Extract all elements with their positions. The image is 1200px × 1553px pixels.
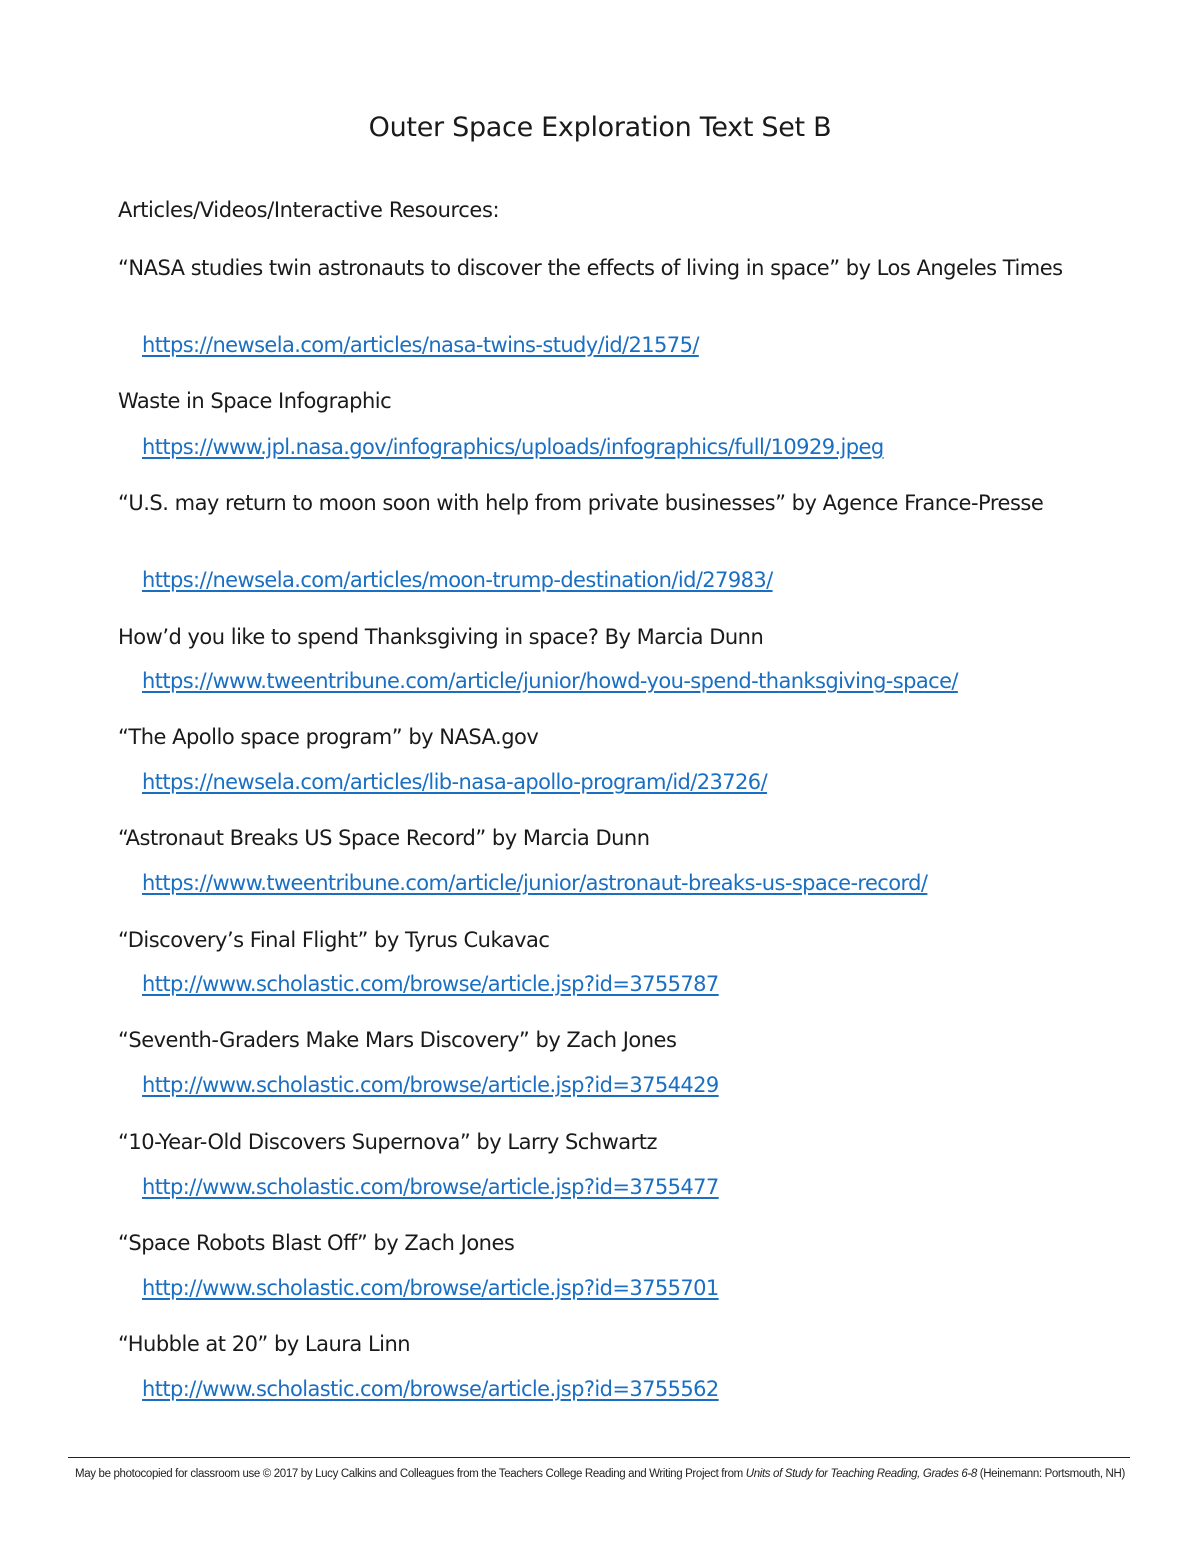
- entry-link[interactable]: http://www.scholastic.com/browse/article.jsp?id=3755787: [142, 972, 719, 996]
- entry-title: “NASA studies twin astronauts to discover the effects of living in space” by Los Angeles Times: [118, 256, 1063, 280]
- footer-prefix: May be photocopied for classroom use © 2017 by Lucy Calkins and Colleagues from the Teachers College Reading and Writing Project from: [75, 1468, 746, 1480]
- footer-copyright: [0, 1468, 1200, 1480]
- entry-link[interactable]: https://newsela.com/articles/moon-trump-destination/id/27983/: [142, 568, 773, 592]
- entry-link[interactable]: http://www.scholastic.com/browse/article.jsp?id=3755477: [142, 1175, 719, 1199]
- section-heading: Articles/Videos/Interactive Resources:: [118, 198, 500, 222]
- entry-title: “Discovery’s Final Flight” by Tyrus Cukavac: [118, 928, 550, 952]
- entry-title: How’d you like to spend Thanksgiving in space? By Marcia Dunn: [118, 625, 764, 649]
- entry-title: Waste in Space Infographic: [118, 389, 392, 413]
- entry-link[interactable]: https://www.tweentribune.com/article/junior/howd-you-spend-thanksgiving-space/: [142, 669, 958, 693]
- entry-title: “Space Robots Blast Off” by Zach Jones: [118, 1231, 515, 1255]
- page-title: Outer Space Exploration Text Set B: [368, 112, 832, 143]
- entry-link[interactable]: http://www.scholastic.com/browse/article.jsp?id=3755701: [142, 1276, 719, 1300]
- entry-title: “U.S. may return to moon soon with help from private businesses” by Agence France-Presse: [118, 491, 1044, 515]
- entry-link[interactable]: http://www.scholastic.com/browse/article.jsp?id=3754429: [142, 1073, 719, 1097]
- entry-link[interactable]: http://www.scholastic.com/browse/article.jsp?id=3755562: [142, 1377, 719, 1401]
- footer-divider: [68, 1457, 1130, 1458]
- entry-link[interactable]: https://newsela.com/articles/nasa-twins-study/id/21575/: [142, 333, 699, 357]
- entry-title: “10-Year-Old Discovers Supernova” by Larry Schwartz: [118, 1130, 658, 1154]
- entry-link[interactable]: https://www.tweentribune.com/article/junior/astronaut-breaks-us-space-record/: [142, 871, 928, 895]
- entry-title: “Seventh-Graders Make Mars Discovery” by Zach Jones: [118, 1028, 677, 1052]
- footer-book-title: Units of Study for Teaching Reading, Grades 6-8: [745, 1468, 977, 1480]
- entry-link[interactable]: https://www.jpl.nasa.gov/infographics/uploads/infographics/full/10929.jpeg: [142, 435, 884, 459]
- entry-title: “Hubble at 20” by Laura Linn: [118, 1332, 411, 1356]
- footer-suffix: (Heinemann: Portsmouth, NH): [976, 1468, 1125, 1480]
- entry-link[interactable]: https://newsela.com/articles/lib-nasa-apollo-program/id/23726/: [142, 770, 768, 794]
- entry-title: “The Apollo space program” by NASA.gov: [118, 725, 539, 749]
- entry-title: “Astronaut Breaks US Space Record” by Marcia Dunn: [118, 826, 650, 850]
